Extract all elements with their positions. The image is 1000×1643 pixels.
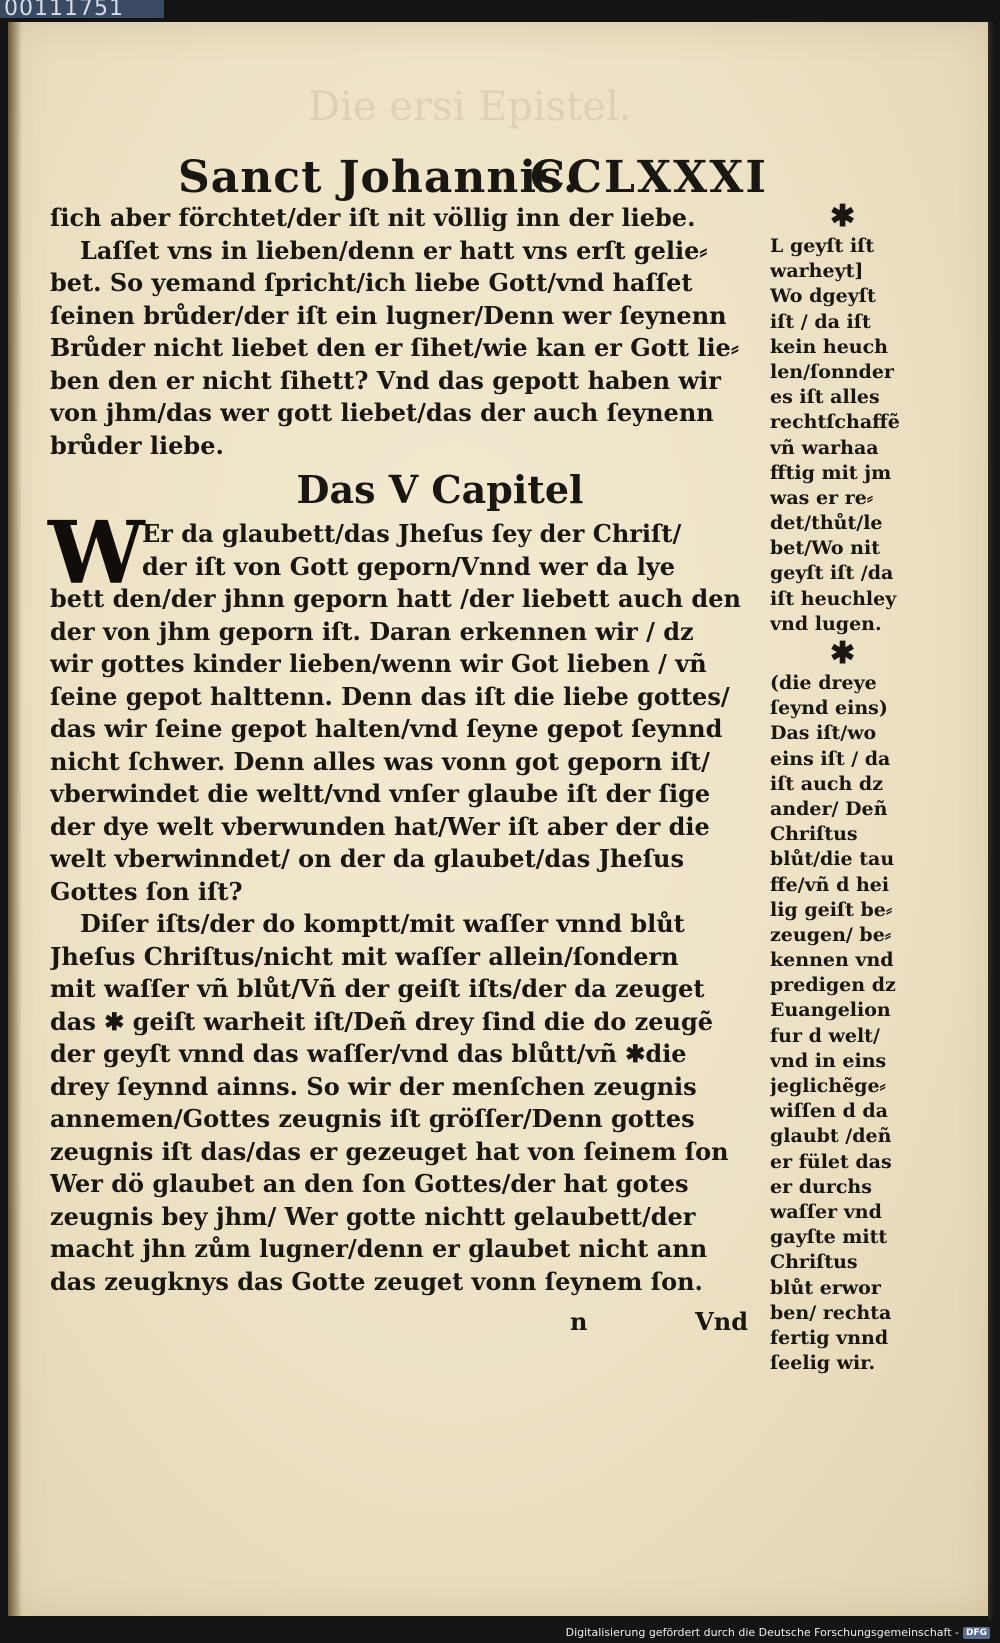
text-line: ſeine gepot halttenn. Denn das iſt die liebe gottes/ (50, 681, 730, 711)
text-line: mit waſſer vñ blůt/Vñ der geiſt iſts/der da zeuget (50, 974, 705, 1003)
margin-line: predigen dz (770, 974, 896, 997)
text-block-before-chapter (50, 202, 760, 462)
text-line: brůder liebe. (50, 430, 224, 460)
chapter-text-block (48, 503, 760, 1298)
text-line: das wir ſeine gepot halten/vnd ſeyne gepot ſeynnd (50, 714, 723, 743)
margin-line: ſeelig wir. (770, 1352, 876, 1375)
margin-line: was er re⸗ (770, 486, 874, 509)
drop-cap: W (48, 503, 145, 604)
margin-line: ben/ rechta (770, 1301, 892, 1324)
margin-line: bet/Wo nit (770, 537, 880, 560)
text-line: ſeinen brůder/der iſt ein lugner/Denn wer ſeynenn (50, 300, 727, 330)
margin-line: fertig vnnd (770, 1326, 889, 1349)
margin-line: vñ warhaa (770, 436, 879, 459)
digitization-credit (566, 1626, 990, 1639)
margin-line: ander/ Deñ (770, 797, 888, 820)
margin-line: er fület das (770, 1150, 892, 1173)
margin-note-2 (770, 671, 910, 1376)
margin-asterisk-mark: ✱ (830, 199, 856, 234)
margin-line: ſeynd eins) (770, 697, 888, 720)
margin-line: L geyſt iſt (770, 235, 875, 257)
margin-line: kein heuch (770, 335, 888, 358)
text-line: von jhm/das wer gott liebet/das der auch ſeynenn (50, 398, 714, 427)
text-line: Jheſus Chriſtus/nicht mit waſſer allein/ſondern (50, 941, 679, 971)
margin-note-1 (770, 234, 910, 637)
text-line: Laſſet vns in lieben/denn er hatt vns erſt gelie⸗ (80, 235, 708, 265)
margin-line: blůt erwor (770, 1276, 881, 1299)
margin-line: waſſer vnd (770, 1200, 882, 1223)
margin-line: warheyt] (770, 260, 864, 283)
dfg-logo: DFG (963, 1627, 990, 1639)
folio-number: CCLXXXI (530, 152, 768, 203)
credit-text: Digitalisierung gefördert durch die Deutsche Forschungsgemeinschaft - (565, 1626, 959, 1639)
text-line: Wer dö glaubet an den ſon Gottes/der hat gotes (50, 1169, 689, 1198)
margin-line: lig geiſt be⸗ (770, 898, 893, 921)
margin-line: Euangelion (770, 999, 891, 1022)
margin-line: det/thůt/le (770, 512, 883, 535)
signature-mark: n (570, 1307, 588, 1336)
book-spine-shadow (988, 22, 996, 1619)
text-line: bet. So yemand ſpricht/ich liebe Gott/vnd haſſet (50, 268, 693, 297)
text-line: der dye welt vberwunden hat/Wer iſt aber der die (50, 811, 710, 841)
text-line: macht jhn zům lugner/denn er glaubet nicht ann (50, 1234, 708, 1263)
margin-line: ffe/vñ d hei (770, 873, 890, 896)
margin-line: Das iſt/wo (770, 722, 877, 745)
margin-line: jeglichẽge⸗ (770, 1075, 886, 1097)
text-line: das ✱ geiſt warheit iſt/Deñ drey ſind die do zeugẽ (50, 1006, 713, 1036)
margin-line: vnd lugen. (770, 612, 882, 635)
text-line: der geyſt vnnd das waſſer/vnd das blůtt/vñ ✱die (50, 1039, 687, 1068)
margin-line: eins iſt / da (770, 747, 891, 770)
main-text-column (50, 202, 760, 1340)
margin-line: wiſſen d da (770, 1100, 888, 1123)
text-line: ſich aber förchtet/der iſt nit völlig inn der liebe. (50, 203, 696, 232)
text-line: ben den er nicht ſihett? Vnd das gepott haben wir (50, 365, 721, 395)
catchword: Vnd (695, 1307, 748, 1336)
text-line: bett den/der jhnn geporn hatt /der liebett auch den (50, 584, 741, 613)
margin-line: Chriſtus (770, 823, 858, 846)
marginal-gloss-column (770, 200, 910, 1376)
text-line: wir gottes kinder lieben/wenn wir Got lieben / vñ (50, 649, 707, 678)
margin-line: Chriſtus (770, 1251, 858, 1274)
margin-line: es iſt alles (770, 386, 880, 409)
text-block-after-chapter (50, 518, 760, 1298)
text-line: zeugnis bey jhm/ Wer gotte nichtt gelaubett/der (50, 1201, 696, 1231)
margin-asterisk-mark: ✱ (830, 636, 856, 671)
text-line: der von jhm geporn iſt. Daran erkennen wir / dz (50, 616, 694, 646)
margin-line: iſt heuchley (770, 587, 897, 610)
text-line: Er da glaubett/das Jheſus ſey der Chriſt/ (142, 519, 682, 548)
text-line: das zeugknys das Gotte zeuget vonn ſeynem ſon. (50, 1266, 703, 1296)
margin-line: fftig mit jm (770, 461, 892, 484)
margin-line: len/ſonnder (770, 360, 894, 383)
margin-line: zeugen/ be⸗ (770, 923, 892, 946)
chapter-heading: Das V Capitel (296, 467, 584, 512)
margin-line: iſt auch dz (770, 772, 883, 795)
text-line: drey ſeynnd ainns. So wir der menſchen zeugnis (50, 1071, 697, 1101)
text-line: zeugnis iſt das/das er gezeuget hat von ſeinem ſon (50, 1136, 729, 1166)
margin-line: (die dreye (770, 672, 877, 694)
text-line: welt vberwinndet/ on der da glaubet/das Jheſus (50, 844, 684, 873)
margin-line: blůt/die tau (770, 848, 895, 871)
text-line: nicht ſchwer. Denn alles was vonn got geporn iſt/ (50, 746, 710, 776)
margin-line: er durchs (770, 1175, 872, 1198)
book-page (8, 22, 996, 1616)
margin-line: Wo dgeyſt (770, 285, 876, 308)
margin-line: glaubt /deñ (770, 1125, 892, 1148)
text-line: vberwindet die weltt/vnd vnſer glaube iſt der ſige (50, 779, 711, 808)
margin-line: geyſt iſt /da (770, 562, 894, 585)
margin-line: rechtſchaffẽ (770, 411, 900, 434)
text-line: annemen/Gottes zeugnis iſt gröſſer/Denn gottes (50, 1104, 695, 1133)
margin-line: kennen vnd (770, 949, 894, 972)
margin-line: gayſte mitt (770, 1226, 888, 1249)
text-line: Diſer iſts/der do komptt/mit waſſer vnnd blůt (80, 909, 685, 938)
running-title: Sanct Johannis. (178, 152, 580, 203)
shelfmark-label: 00111751 (0, 0, 164, 18)
text-line: der iſt von Gott geporn/Vnnd wer da lye (142, 551, 676, 581)
bleed-through-text: Die ersi Epistel. (308, 84, 632, 130)
margin-line: fur d welt/ (770, 1024, 880, 1047)
margin-line: vnd in eins (770, 1049, 887, 1072)
text-line: Brůder nicht liebet den er ſihet/wie kan er Gott lie⸗ (50, 333, 739, 362)
margin-line: iſt / da iſt (770, 310, 871, 333)
text-line: Gottes ſon iſt? (50, 876, 243, 906)
page-footer-line (50, 1304, 760, 1340)
